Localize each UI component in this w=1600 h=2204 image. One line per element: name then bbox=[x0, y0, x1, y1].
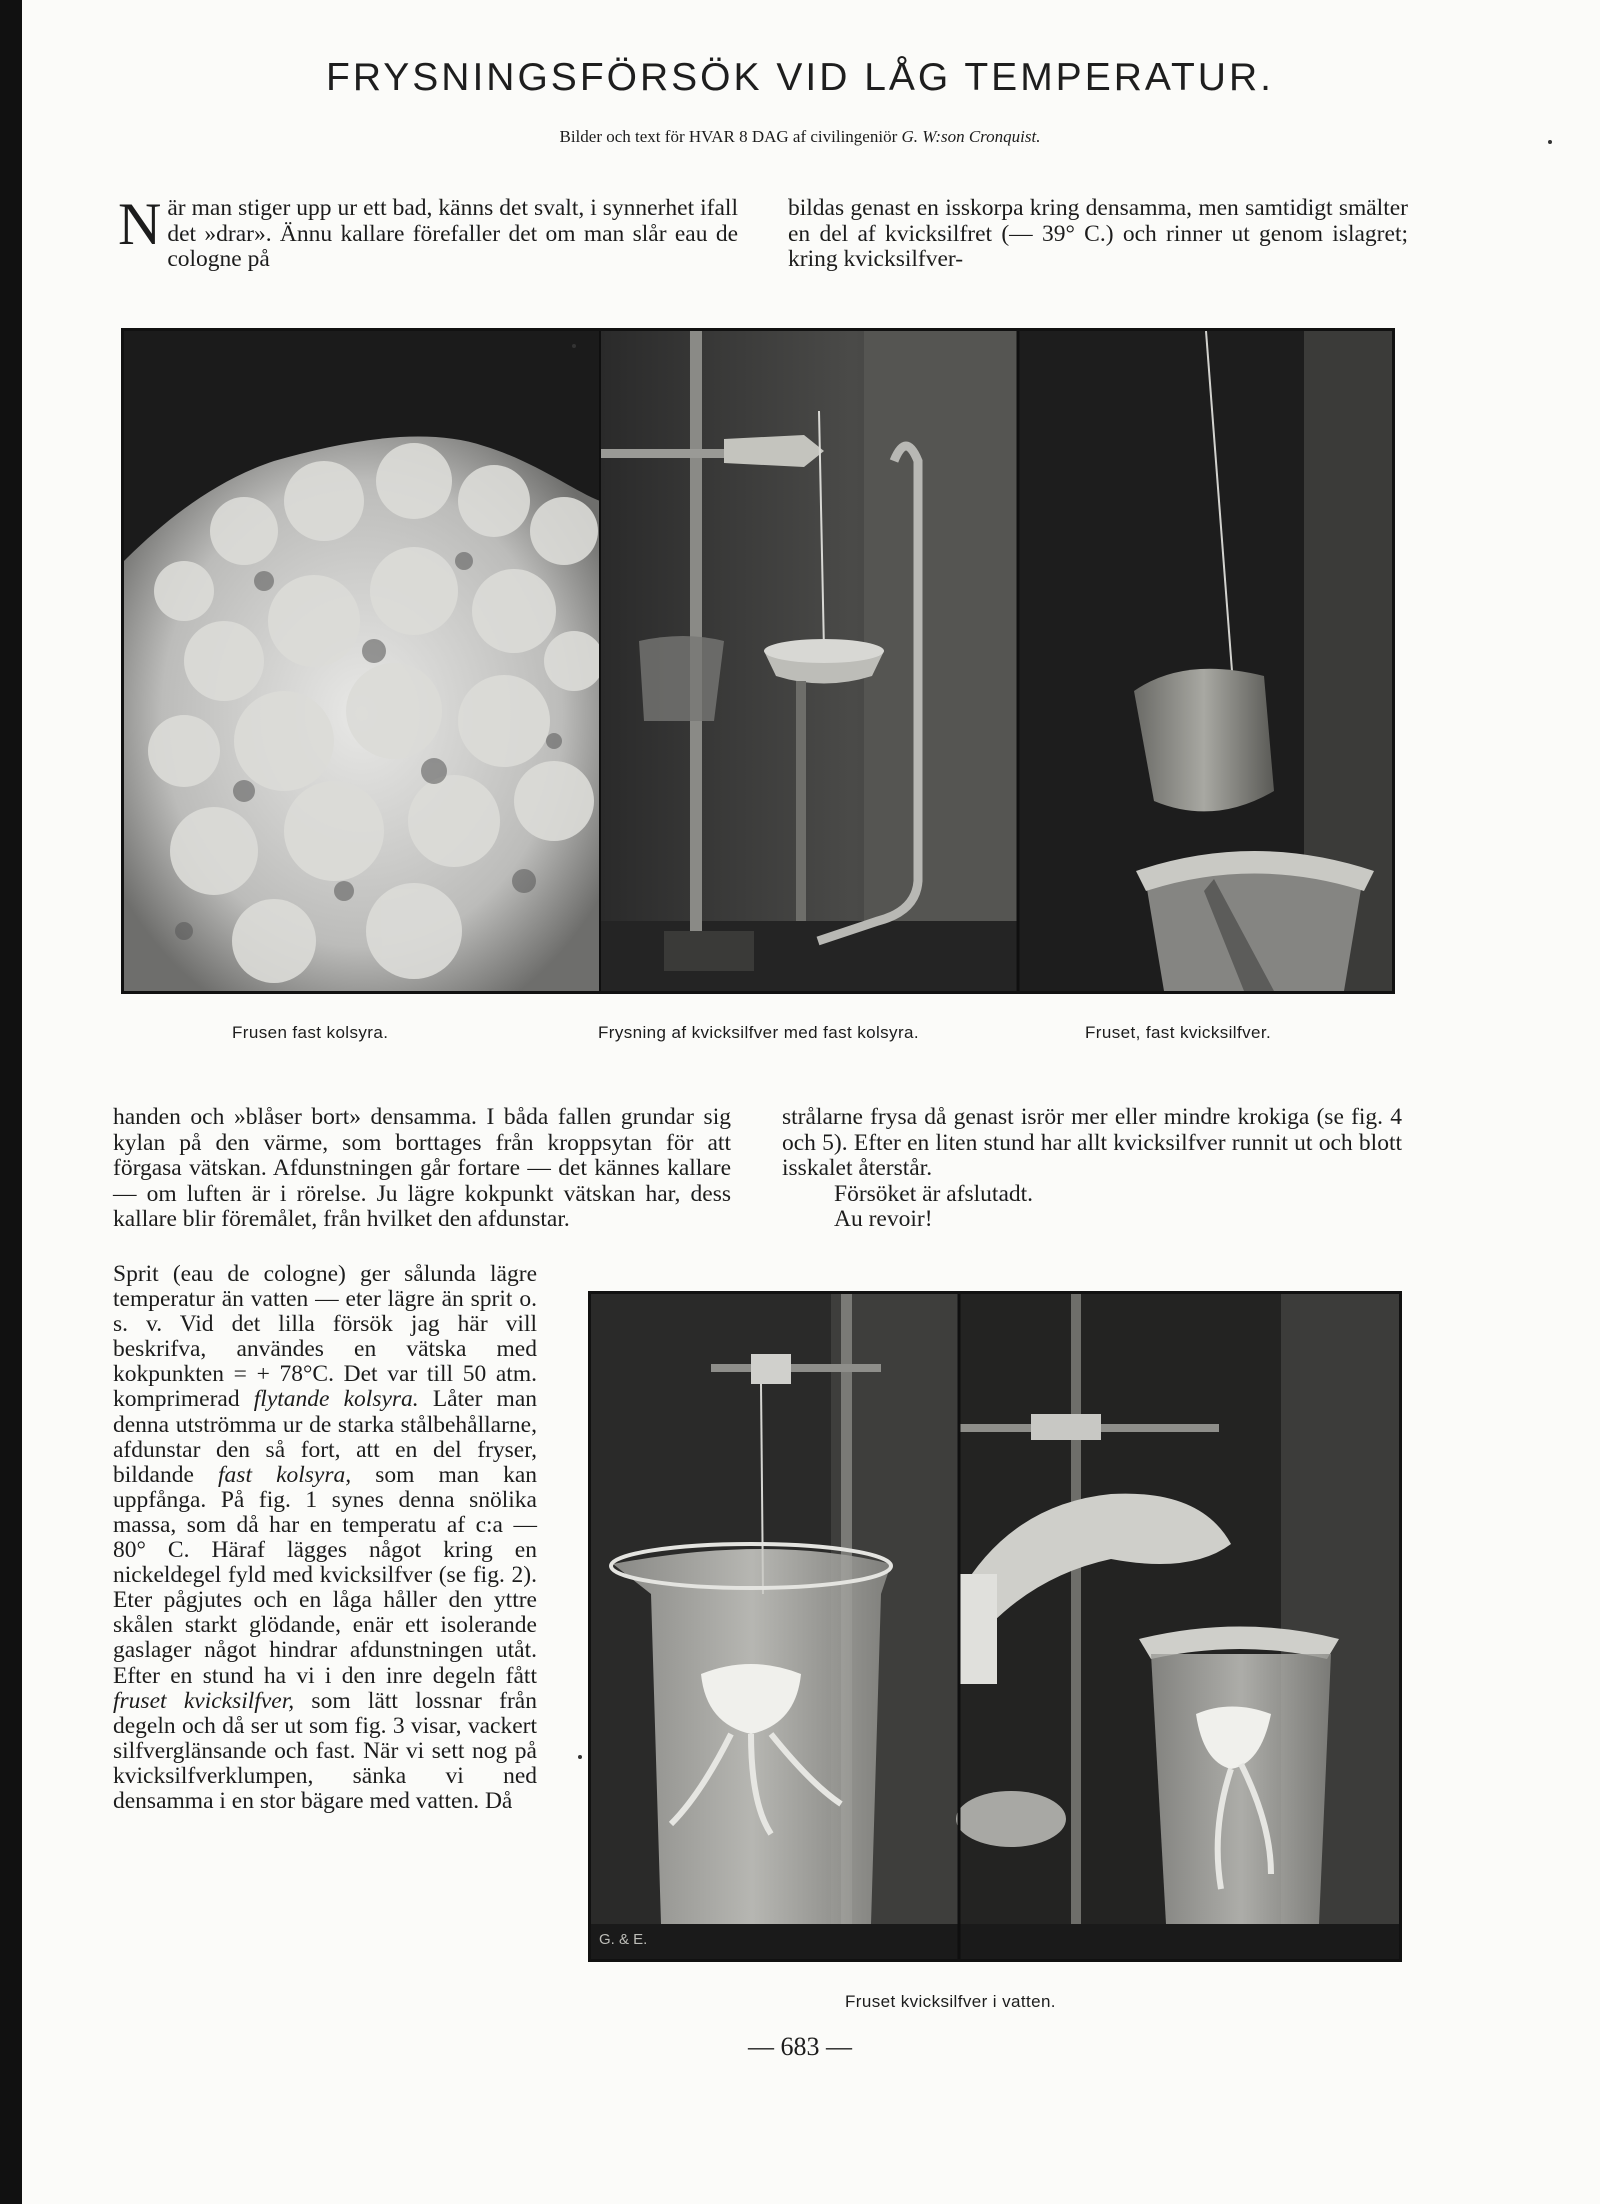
caption-fig1: Frusen fast kolsyra. bbox=[232, 1023, 389, 1042]
emphasis-fast-kolsyra: fast kolsyra, bbox=[218, 1461, 352, 1488]
byline-prefix: Bilder och text för HVAR 8 DAG af civilingeniör bbox=[559, 127, 898, 146]
intro-left-text: är man stiger upp ur ett bad, känns det svalt, i synnerhet ifall det »drar». Ännu kallare förefaller det om man slår eau de cologne på bbox=[167, 195, 738, 272]
body-left-text-3: som man kan uppfånga. På fig. 1 synes denna snölika massa, som då har en temperatu af c:a — 80° C. Häraf lägges något kring en nickeldegel fyld med kvicksilfver (se fig. 2). Eter pågjutes och en låga håller den yttre skålen starkt glödande, enär ett isolerande gaslager något hindrar afdunstningen utåt. Efter en stund ha vi i den inre degeln fått bbox=[113, 1461, 537, 1689]
engraver-signature: G. & E. bbox=[599, 1931, 648, 1948]
body-left-text-1: Sprit (eau de cologne) ger sålunda lägre temperatur än vatten — eter lägre än sprit o. s. v. Vid det lilla försök jag här vill beskrifva, användes en vätska med kokpunkten = + 78°C. Det var till 50 atm. komprimerad bbox=[113, 1261, 537, 1413]
scan-speck bbox=[572, 344, 576, 348]
bottom-figure bbox=[588, 1291, 1402, 1962]
caption-fig2: Frysning af kvicksilfver med fast kolsyra. bbox=[598, 1023, 919, 1042]
emphasis-flytande-kolsyra: flytande kolsyra. bbox=[253, 1386, 419, 1413]
top-figure-strip bbox=[121, 328, 1395, 994]
intro-left-column bbox=[118, 191, 738, 273]
body-right-paragraph-3: Au revoir! bbox=[834, 1206, 933, 1232]
fig2-apparatus bbox=[600, 331, 1018, 991]
bottom-figure-illustration bbox=[591, 1294, 1399, 1959]
body-left-column bbox=[113, 1105, 731, 1233]
body-left-text-4: som lätt lossnar från degeln och då ser ut som fig. 3 visar, vackert silfverglänsande och fast. När vi sett nog på kvicksilfverklumpen, sänka vi ned densamma i en stor bägare med vatten. Då bbox=[113, 1687, 537, 1814]
fig1-frozen-co2 bbox=[124, 331, 604, 991]
fig5-beaker-with-hand bbox=[956, 1294, 1399, 1959]
caption-fig3: Fruset, fast kvicksilfver. bbox=[1085, 1023, 1272, 1042]
body-right-paragraph-2: Försöket är afslutadt. bbox=[834, 1180, 1034, 1207]
body-left-narrow-column bbox=[113, 1262, 537, 1814]
fig3-frozen-mercury bbox=[1018, 331, 1392, 991]
body-right-paragraph-1: strålarne frysa då genast isrör mer eller mindre krokiga (se fig. 4 och 5). Efter en liten stund har allt kvicksilfver runnit ut och blott isskalet återstår. bbox=[782, 1104, 1402, 1181]
intro-right-text: bildas genast en isskorpa kring densamma, men samtidigt smälter en del af kvicksilfret (— 39° C.) och rinner ut genom islagret; kring kvicksilfver- bbox=[788, 195, 1408, 272]
body-left-text-2: Låter man denna utströmma ur de starka stålbehållarne, afdunstar den så fort, att en del fryser, bildande bbox=[113, 1386, 537, 1488]
fig4-beaker bbox=[591, 1294, 959, 1959]
scan-edge bbox=[0, 0, 22, 2204]
body-right-column bbox=[782, 1105, 1402, 1233]
intro-right-column bbox=[788, 196, 1408, 273]
byline bbox=[0, 127, 1600, 147]
scan-speck bbox=[1548, 140, 1552, 144]
page-title: FRYSNINGSFÖRSÖK VID LÅG TEMPERATUR. bbox=[326, 56, 1274, 99]
drop-cap: N bbox=[118, 191, 162, 257]
caption-bottom-figure: Fruset kvicksilfver i vatten. bbox=[845, 1992, 1056, 2011]
byline-author: G. W:son Cronquist. bbox=[901, 127, 1041, 146]
page-number: — 683 — bbox=[748, 2032, 852, 2061]
body-left-paragraph-top: handen och »blåser bort» densamma. I båda fallen grundar sig kylan på den värme, som borttages från kroppsytan för att förgasa vätskan. Afdunstningen går fortare — det kännes kallare — om luften är i rörelse. Ju lägre kokpunkt vätskan har, dess kallare blir föremålet, från hvilket den afdunstar. bbox=[113, 1104, 731, 1232]
top-figures-illustration bbox=[124, 331, 1392, 991]
scan-speck bbox=[578, 1755, 582, 1759]
emphasis-fruset-kvicksilfver: fruset kvicksilfver, bbox=[113, 1687, 295, 1714]
